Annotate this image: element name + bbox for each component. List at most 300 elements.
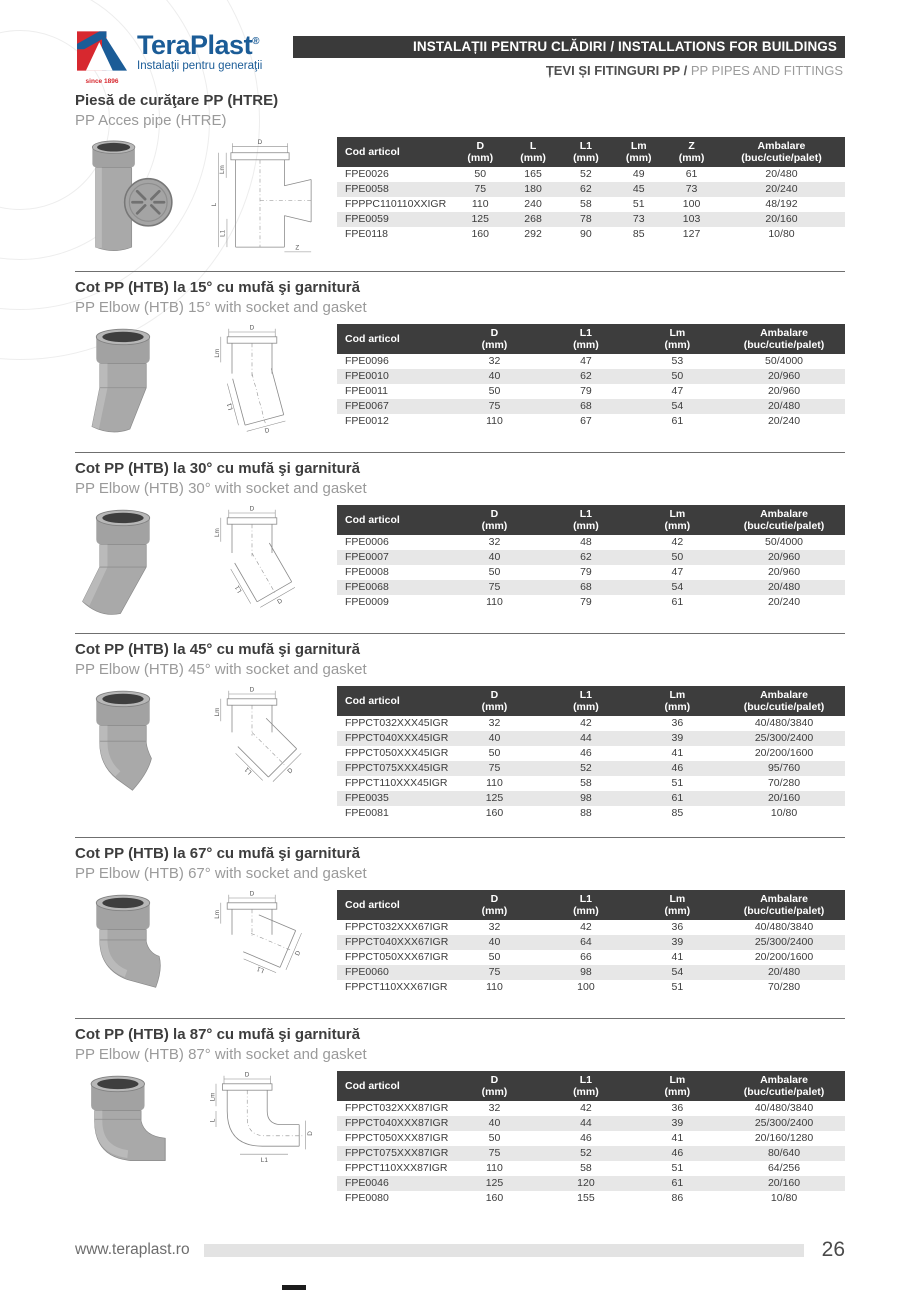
svg-text:Lm: Lm bbox=[214, 909, 222, 919]
value-cell: 49 bbox=[632, 168, 645, 180]
product-figure bbox=[75, 686, 337, 821]
value-cell: 50 bbox=[488, 747, 501, 759]
article-code-cell: FPE0046 bbox=[337, 1176, 449, 1191]
product-figure bbox=[75, 890, 337, 1002]
section-divider bbox=[75, 837, 845, 838]
value-cell: 53 bbox=[671, 355, 684, 367]
table-row bbox=[337, 776, 845, 791]
table-row bbox=[337, 1131, 845, 1146]
value-cell: 20/480 bbox=[723, 580, 845, 595]
svg-text:D: D bbox=[249, 890, 255, 898]
article-code-cell: FPE0035 bbox=[337, 791, 449, 806]
page-header bbox=[75, 26, 845, 85]
value-cell: 40/480/3840 bbox=[754, 1102, 814, 1114]
value-cell: 50 bbox=[488, 385, 501, 397]
svg-text:D: D bbox=[244, 1071, 250, 1079]
logo-since-text: since 1896 bbox=[85, 78, 119, 85]
value-cell: 50 bbox=[488, 566, 501, 578]
column-header: D (mm) bbox=[449, 1071, 540, 1101]
table-row bbox=[337, 565, 845, 580]
value-cell: 70/280 bbox=[767, 777, 801, 789]
value-cell: 32 bbox=[488, 536, 501, 548]
value-cell: 20/480 bbox=[723, 399, 845, 414]
value-cell: 40/480/3840 bbox=[754, 717, 814, 729]
value-cell: 42 bbox=[671, 536, 684, 548]
svg-text:L: L bbox=[209, 1118, 217, 1123]
article-code-cell: FPPPC110110XXIGR bbox=[345, 198, 447, 210]
product-table bbox=[337, 324, 845, 429]
column-header: Lm (mm) bbox=[612, 137, 665, 167]
svg-text:D: D bbox=[249, 505, 255, 513]
value-cell: 36 bbox=[671, 1102, 684, 1114]
svg-text:Lm: Lm bbox=[209, 1092, 217, 1102]
section-title: Cot PP (HTB) la 87° cu mufă şi garnitură bbox=[75, 1026, 360, 1043]
column-header: Ambalare (buc/cutie/palet) bbox=[723, 324, 845, 354]
article-code-cell: FPE0006 bbox=[345, 536, 389, 548]
value-cell: 75 bbox=[449, 965, 540, 980]
value-cell: 40 bbox=[449, 369, 540, 384]
value-cell: 125 bbox=[449, 1176, 540, 1191]
value-cell: 40 bbox=[449, 1116, 540, 1131]
value-cell: 20/240 bbox=[767, 596, 801, 608]
value-cell: 40/480/3840 bbox=[754, 921, 814, 933]
value-cell: 20/960 bbox=[723, 369, 845, 384]
article-code-cell: FPPCT050XXX87IGR bbox=[345, 1132, 449, 1144]
svg-text:D: D bbox=[276, 597, 284, 606]
value-cell: 103 bbox=[665, 212, 718, 227]
value-cell: 46 bbox=[580, 1132, 592, 1144]
value-cell: 51 bbox=[671, 1162, 684, 1174]
chapter-subtitle bbox=[293, 63, 845, 78]
product-figure bbox=[75, 137, 337, 255]
table-header-row bbox=[337, 137, 845, 167]
section-elbow-45 bbox=[75, 640, 845, 838]
svg-text:Z: Z bbox=[295, 244, 300, 252]
value-cell: 54 bbox=[632, 399, 723, 414]
subtitle-english: PP PIPES AND FITTINGS bbox=[690, 63, 843, 78]
section-subtitle: PP Elbow (HTB) 15° with socket and gasket bbox=[75, 299, 367, 316]
article-code-cell: FPE0059 bbox=[337, 212, 454, 227]
section-access-pipe bbox=[75, 91, 845, 272]
value-cell: 70/280 bbox=[767, 981, 801, 993]
column-header: L1 (mm) bbox=[540, 1071, 631, 1101]
value-cell: 110 bbox=[486, 777, 503, 789]
value-cell: 67 bbox=[580, 415, 592, 427]
svg-text:D: D bbox=[294, 949, 303, 957]
table-row bbox=[337, 550, 845, 565]
value-cell: 80/640 bbox=[723, 1146, 845, 1161]
column-header: L1 (mm) bbox=[540, 324, 631, 354]
value-cell: 42 bbox=[580, 1102, 592, 1114]
value-cell: 32 bbox=[488, 921, 501, 933]
table-row bbox=[337, 920, 845, 935]
table-row bbox=[337, 1146, 845, 1161]
value-cell: 39 bbox=[632, 935, 723, 950]
article-code-cell: FPPCT075XXX45IGR bbox=[337, 761, 449, 776]
section-title: Cot PP (HTB) la 15° cu mufă şi garnitură bbox=[75, 279, 360, 296]
value-cell: 61 bbox=[671, 415, 684, 427]
elbow-67-technical-drawing bbox=[179, 890, 329, 1002]
svg-text:D: D bbox=[264, 426, 271, 435]
article-code-cell: FPPCT040XXX87IGR bbox=[337, 1116, 449, 1131]
table-row bbox=[337, 1101, 845, 1116]
value-cell: 40 bbox=[449, 731, 540, 746]
svg-text:D: D bbox=[249, 324, 255, 332]
table-row bbox=[337, 535, 845, 550]
table-header-row bbox=[337, 505, 845, 535]
elbow-15-photo bbox=[75, 324, 171, 436]
value-cell: 52 bbox=[580, 168, 592, 180]
value-cell: 292 bbox=[524, 228, 542, 240]
value-cell: 180 bbox=[507, 182, 560, 197]
value-cell: 20/960 bbox=[767, 385, 801, 397]
article-code-cell: FPPCT040XXX45IGR bbox=[337, 731, 449, 746]
column-header: Ambalare (buc/cutie/palet) bbox=[723, 890, 845, 920]
column-header: L1 (mm) bbox=[540, 890, 631, 920]
article-code-cell: FPE0026 bbox=[345, 168, 389, 180]
product-figure bbox=[75, 324, 337, 436]
column-header: Ambalare (buc/cutie/palet) bbox=[723, 1071, 845, 1101]
svg-text:L: L bbox=[210, 202, 218, 207]
value-cell: 110 bbox=[486, 596, 503, 608]
column-header: L (mm) bbox=[507, 137, 560, 167]
table-row bbox=[337, 384, 845, 399]
value-cell: 79 bbox=[580, 596, 592, 608]
value-cell: 52 bbox=[540, 1146, 631, 1161]
value-cell: 20/160 bbox=[723, 791, 845, 806]
value-cell: 110 bbox=[486, 415, 503, 427]
value-cell: 54 bbox=[632, 580, 723, 595]
value-cell: 100 bbox=[682, 198, 701, 210]
article-code-cell: FPPCT075XXX87IGR bbox=[337, 1146, 449, 1161]
article-code-cell: FPPCT032XXX87IGR bbox=[345, 1102, 449, 1114]
footer-bar bbox=[204, 1244, 804, 1257]
column-header: L1 (mm) bbox=[540, 505, 631, 535]
svg-text:L1: L1 bbox=[225, 402, 235, 411]
value-cell: 68 bbox=[540, 580, 631, 595]
elbow-87-technical-drawing bbox=[179, 1071, 329, 1183]
value-cell: 20/480 bbox=[765, 168, 798, 180]
column-header: Cod articol bbox=[337, 324, 449, 354]
value-cell: 10/80 bbox=[770, 807, 798, 819]
value-cell: 32 bbox=[488, 717, 501, 729]
value-cell: 20/960 bbox=[767, 566, 801, 578]
svg-text:D: D bbox=[249, 686, 255, 694]
value-cell: 40 bbox=[449, 550, 540, 565]
elbow-87-photo bbox=[75, 1071, 171, 1183]
value-cell: 125 bbox=[454, 212, 507, 227]
column-header: Lm (mm) bbox=[632, 505, 723, 535]
table-row bbox=[337, 716, 845, 731]
brand-name: TeraPlast® bbox=[137, 30, 259, 60]
column-header: L1 (mm) bbox=[540, 686, 631, 716]
value-cell: 42 bbox=[580, 717, 592, 729]
svg-text:L1: L1 bbox=[233, 584, 244, 594]
product-table bbox=[337, 1071, 845, 1206]
article-code-cell: FPPCT110XXX67IGR bbox=[345, 981, 448, 993]
value-cell: 75 bbox=[449, 761, 540, 776]
article-code-cell: FPE0067 bbox=[337, 399, 449, 414]
value-cell: 88 bbox=[580, 807, 592, 819]
product-table bbox=[337, 137, 845, 242]
column-header: Ambalare (buc/cutie/palet) bbox=[723, 505, 845, 535]
value-cell: 41 bbox=[671, 747, 684, 759]
value-cell: 50 bbox=[632, 369, 723, 384]
section-divider bbox=[75, 1018, 845, 1019]
value-cell: 32 bbox=[488, 355, 501, 367]
svg-text:D: D bbox=[307, 1131, 314, 1136]
table-header-row bbox=[337, 686, 845, 716]
value-cell: 54 bbox=[632, 965, 723, 980]
value-cell: 20/480 bbox=[723, 965, 845, 980]
value-cell: 64 bbox=[540, 935, 631, 950]
table-row bbox=[337, 1116, 845, 1131]
svg-text:D: D bbox=[286, 766, 295, 776]
value-cell: 127 bbox=[682, 228, 701, 240]
value-cell: 268 bbox=[507, 212, 560, 227]
page-number: 26 bbox=[821, 1238, 845, 1261]
section-divider bbox=[75, 633, 845, 634]
value-cell: 50 bbox=[488, 1132, 501, 1144]
svg-text:Lm: Lm bbox=[218, 165, 226, 174]
article-code-cell: FPE0009 bbox=[345, 596, 389, 608]
table-row bbox=[337, 580, 845, 595]
teraplast-logo bbox=[75, 26, 293, 85]
chapter-banner: INSTALAȚII PENTRU CLĂDIRI / INSTALLATIONS FOR BUILDINGS bbox=[293, 36, 845, 58]
product-table bbox=[337, 686, 845, 821]
value-cell: 44 bbox=[540, 731, 631, 746]
svg-text:D: D bbox=[257, 139, 263, 147]
value-cell: 36 bbox=[671, 921, 684, 933]
column-header: Cod articol bbox=[337, 890, 449, 920]
elbow-15-technical-drawing bbox=[179, 324, 329, 436]
value-cell: 160 bbox=[471, 228, 489, 240]
value-cell: 47 bbox=[580, 355, 592, 367]
value-cell: 46 bbox=[632, 761, 723, 776]
access-pipe-photo bbox=[75, 137, 179, 255]
header-right bbox=[293, 26, 845, 78]
article-code-cell: FPE0007 bbox=[337, 550, 449, 565]
value-cell: 25/300/2400 bbox=[723, 731, 845, 746]
table-row bbox=[337, 950, 845, 965]
article-code-cell: FPPCT110XXX45IGR bbox=[345, 777, 448, 789]
section-subtitle: PP Acces pipe (HTRE) bbox=[75, 112, 227, 129]
value-cell: 90 bbox=[580, 228, 592, 240]
brand-tagline: Instalaţii pentru generaţii bbox=[137, 60, 263, 72]
subtitle-romanian: ȚEVI ȘI FITINGURI PP / bbox=[545, 63, 688, 78]
table-row bbox=[337, 414, 845, 429]
table-header-row bbox=[337, 890, 845, 920]
value-cell: 48/192 bbox=[765, 198, 798, 210]
table-row bbox=[337, 965, 845, 980]
value-cell: 50 bbox=[488, 951, 501, 963]
svg-text:Lm: Lm bbox=[214, 707, 222, 717]
column-header: Z (mm) bbox=[665, 137, 718, 167]
section-title: Cot PP (HTB) la 45° cu mufă şi garnitură bbox=[75, 641, 360, 658]
table-header-row bbox=[337, 1071, 845, 1101]
elbow-67-photo bbox=[75, 890, 171, 1002]
table-row bbox=[337, 935, 845, 950]
table-row bbox=[337, 227, 845, 242]
article-code-cell: FPPCT040XXX67IGR bbox=[337, 935, 449, 950]
value-cell: 165 bbox=[524, 168, 542, 180]
value-cell: 125 bbox=[449, 791, 540, 806]
value-cell: 98 bbox=[540, 791, 631, 806]
value-cell: 50 bbox=[474, 168, 487, 180]
value-cell: 58 bbox=[580, 198, 592, 210]
value-cell: 25/300/2400 bbox=[723, 935, 845, 950]
table-row bbox=[337, 761, 845, 776]
table-row bbox=[337, 182, 845, 197]
svg-text:Lm: Lm bbox=[214, 528, 222, 537]
value-cell: 61 bbox=[632, 791, 723, 806]
table-row bbox=[337, 746, 845, 761]
article-code-cell: FPPCT032XXX45IGR bbox=[345, 717, 449, 729]
value-cell: 41 bbox=[671, 951, 684, 963]
article-code-cell: FPE0060 bbox=[337, 965, 449, 980]
elbow-45-photo bbox=[75, 686, 171, 798]
value-cell: 110 bbox=[486, 1162, 503, 1174]
section-title: Cot PP (HTB) la 67° cu mufă şi garnitură bbox=[75, 845, 360, 862]
product-table bbox=[337, 890, 845, 995]
column-header: Lm (mm) bbox=[632, 686, 723, 716]
value-cell: 62 bbox=[559, 182, 612, 197]
value-cell: 110 bbox=[471, 198, 489, 210]
column-header: Cod articol bbox=[337, 686, 449, 716]
value-cell: 75 bbox=[449, 399, 540, 414]
table-row bbox=[337, 167, 845, 182]
section-subtitle: PP Elbow (HTB) 87° with socket and gasket bbox=[75, 1046, 367, 1063]
article-code-cell: FPPCT110XXX87IGR bbox=[345, 1162, 448, 1174]
section-divider bbox=[75, 271, 845, 272]
value-cell: 32 bbox=[488, 1102, 501, 1114]
value-cell: 79 bbox=[580, 566, 592, 578]
table-row bbox=[337, 1161, 845, 1176]
section-subtitle: PP Elbow (HTB) 30° with socket and gasket bbox=[75, 480, 367, 497]
product-figure bbox=[75, 505, 337, 617]
print-mark bbox=[282, 1285, 306, 1290]
value-cell: 85 bbox=[671, 807, 684, 819]
value-cell: 50 bbox=[632, 550, 723, 565]
column-header: Lm (mm) bbox=[632, 1071, 723, 1101]
value-cell: 73 bbox=[665, 182, 718, 197]
value-cell: 20/200/1600 bbox=[754, 951, 814, 963]
value-cell: 61 bbox=[632, 1176, 723, 1191]
table-header-row bbox=[337, 324, 845, 354]
svg-text:Lm: Lm bbox=[214, 348, 222, 358]
value-cell: 20/240 bbox=[767, 415, 801, 427]
column-header: D (mm) bbox=[449, 890, 540, 920]
value-cell: 62 bbox=[540, 550, 631, 565]
value-cell: 48 bbox=[580, 536, 592, 548]
value-cell: 85 bbox=[632, 228, 645, 240]
value-cell: 61 bbox=[685, 168, 698, 180]
svg-text:L1: L1 bbox=[260, 1157, 268, 1165]
value-cell: 62 bbox=[540, 369, 631, 384]
section-elbow-30 bbox=[75, 459, 845, 634]
column-header: D (mm) bbox=[449, 505, 540, 535]
article-code-cell: FPE0096 bbox=[345, 355, 389, 367]
value-cell: 39 bbox=[632, 731, 723, 746]
value-cell: 20/160 bbox=[718, 212, 845, 227]
value-cell: 64/256 bbox=[767, 1162, 801, 1174]
column-header: D (mm) bbox=[449, 324, 540, 354]
table-row bbox=[337, 1176, 845, 1191]
value-cell: 61 bbox=[671, 596, 684, 608]
table-row bbox=[337, 791, 845, 806]
value-cell: 75 bbox=[449, 580, 540, 595]
table-row bbox=[337, 212, 845, 227]
value-cell: 79 bbox=[580, 385, 592, 397]
section-title: Cot PP (HTB) la 30° cu mufă şi garnitură bbox=[75, 460, 360, 477]
column-header: Lm (mm) bbox=[632, 890, 723, 920]
table-row bbox=[337, 806, 845, 821]
value-cell: 160 bbox=[485, 807, 504, 819]
logo-mark-icon bbox=[75, 26, 129, 76]
value-cell: 20/160 bbox=[723, 1176, 845, 1191]
table-row bbox=[337, 595, 845, 610]
value-cell: 58 bbox=[580, 777, 592, 789]
value-cell: 47 bbox=[671, 566, 684, 578]
article-code-cell: FPE0068 bbox=[337, 580, 449, 595]
section-title: Piesă de curăţare PP (HTRE) bbox=[75, 92, 279, 109]
value-cell: 51 bbox=[632, 198, 645, 210]
value-cell: 47 bbox=[671, 385, 684, 397]
svg-text:L1: L1 bbox=[219, 229, 227, 237]
value-cell: 45 bbox=[612, 182, 665, 197]
value-cell: 50/4000 bbox=[765, 536, 804, 548]
value-cell: 75 bbox=[449, 1146, 540, 1161]
value-cell: 20/240 bbox=[718, 182, 845, 197]
website-link[interactable]: www.teraplast.ro bbox=[75, 1241, 190, 1258]
value-cell: 25/300/2400 bbox=[723, 1116, 845, 1131]
value-cell: 110 bbox=[486, 981, 503, 993]
value-cell: 98 bbox=[540, 965, 631, 980]
article-code-cell: FPPCT032XXX67IGR bbox=[345, 921, 449, 933]
value-cell: 73 bbox=[612, 212, 665, 227]
svg-text:L1: L1 bbox=[243, 765, 254, 776]
table-row bbox=[337, 980, 845, 995]
elbow-45-technical-drawing bbox=[179, 686, 329, 798]
column-header: Ambalare (buc/cutie/palet) bbox=[723, 686, 845, 716]
column-header: Cod articol bbox=[337, 1071, 449, 1101]
registered-mark: ® bbox=[252, 36, 259, 47]
page-footer bbox=[75, 1238, 845, 1262]
brand-text-block bbox=[137, 26, 262, 85]
value-cell: 10/80 bbox=[768, 228, 795, 240]
article-code-cell: FPE0080 bbox=[345, 1192, 389, 1204]
column-header: D (mm) bbox=[449, 686, 540, 716]
section-elbow-67 bbox=[75, 844, 845, 1019]
value-cell: 86 bbox=[671, 1192, 684, 1204]
value-cell: 46 bbox=[632, 1146, 723, 1161]
table-row bbox=[337, 1191, 845, 1206]
value-cell: 20/960 bbox=[723, 550, 845, 565]
column-header: Lm (mm) bbox=[632, 324, 723, 354]
article-code-cell: FPE0118 bbox=[345, 228, 388, 240]
logo-emblem-icon bbox=[75, 26, 129, 85]
value-cell: 120 bbox=[540, 1176, 631, 1191]
value-cell: 155 bbox=[577, 1192, 595, 1204]
article-code-cell: FPPCT050XXX67IGR bbox=[345, 951, 449, 963]
value-cell: 10/80 bbox=[770, 1192, 798, 1204]
value-cell: 36 bbox=[671, 717, 684, 729]
column-header: D (mm) bbox=[454, 137, 507, 167]
access-pipe-technical-drawing bbox=[187, 137, 333, 255]
value-cell: 58 bbox=[580, 1162, 592, 1174]
value-cell: 240 bbox=[524, 198, 542, 210]
section-divider bbox=[75, 452, 845, 453]
